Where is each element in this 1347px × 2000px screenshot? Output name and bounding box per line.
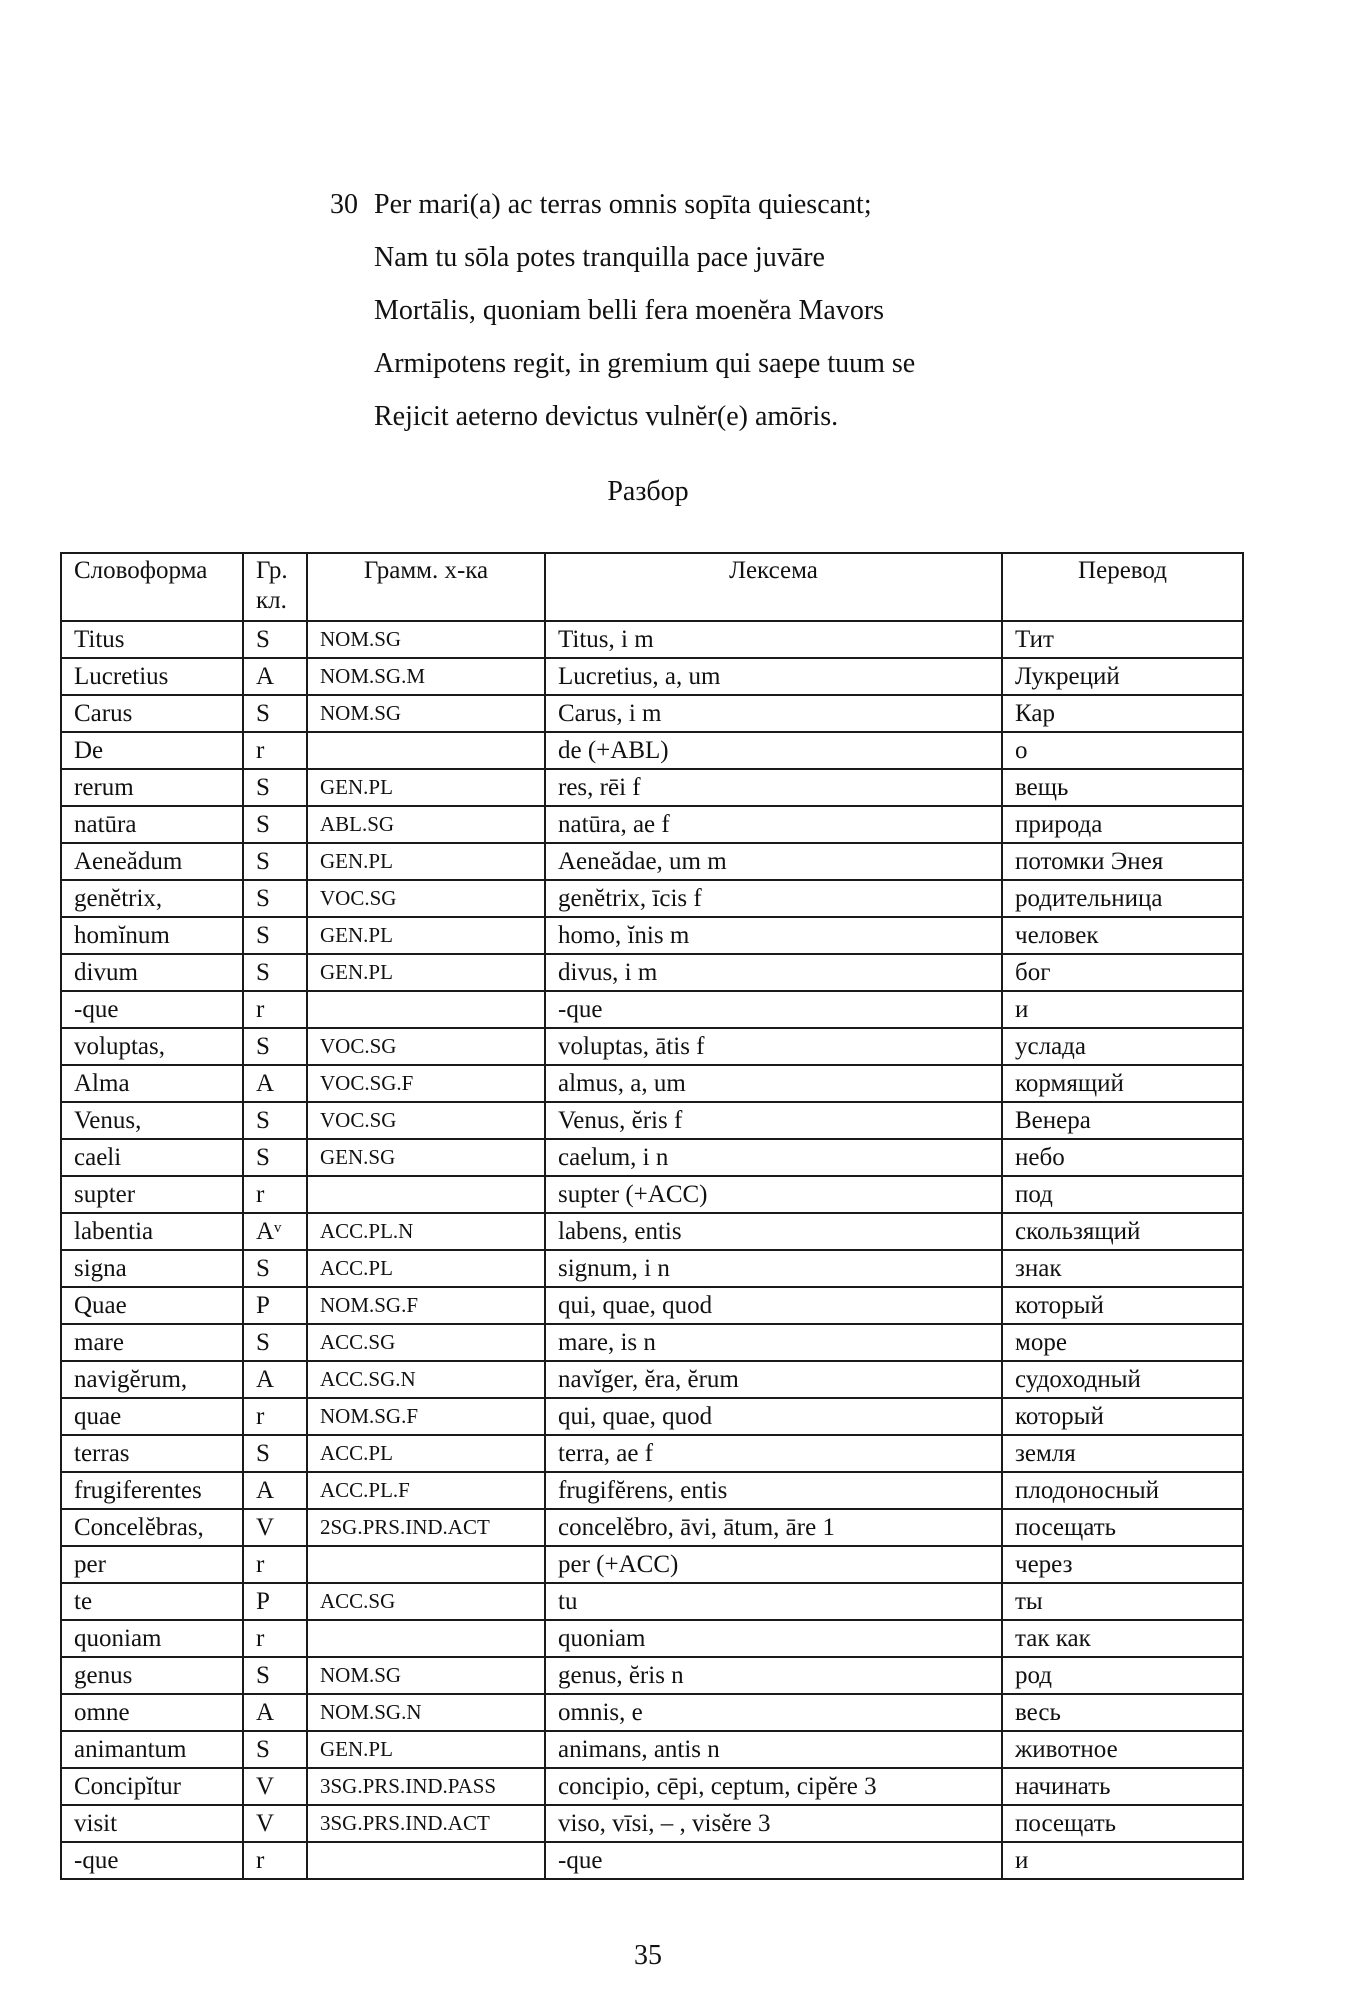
word-class-cell: S: [243, 1102, 307, 1139]
table-row: [61, 1768, 1243, 1805]
lexeme-cell: Venus, ĕris f: [545, 1102, 1002, 1139]
word-class-cell: V: [243, 1509, 307, 1546]
table-row: [61, 1102, 1243, 1139]
wordform-cell: caeli: [61, 1139, 243, 1176]
word-class-cell: r: [243, 1620, 307, 1657]
translation-cell: через: [1002, 1546, 1243, 1583]
table-row: [61, 1509, 1243, 1546]
grammar-cell: ACC.SG: [307, 1324, 545, 1361]
lexeme-cell: qui, quae, quod: [545, 1398, 1002, 1435]
grammar-cell: GEN.PL: [307, 917, 545, 954]
table-row: [61, 1731, 1243, 1768]
translation-cell: и: [1002, 991, 1243, 1028]
word-class-cell: S: [243, 1139, 307, 1176]
wordform-cell: Aeneădum: [61, 843, 243, 880]
poem-line: [330, 284, 915, 337]
lexeme-cell: res, rēi f: [545, 769, 1002, 806]
word-class-cell: P: [243, 1287, 307, 1324]
translation-cell: плодоносный: [1002, 1472, 1243, 1509]
table-row: [61, 1139, 1243, 1176]
lexeme-cell: concelĕbro, āvi, ātum, āre 1: [545, 1509, 1002, 1546]
translation-cell: судоходный: [1002, 1361, 1243, 1398]
word-class-cell: r: [243, 991, 307, 1028]
lexeme-cell: frugifĕrens, entis: [545, 1472, 1002, 1509]
lexeme-cell: Lucretius, a, um: [545, 658, 1002, 695]
lexeme-cell: omnis, e: [545, 1694, 1002, 1731]
wordform-cell: visit: [61, 1805, 243, 1842]
table-row: [61, 1694, 1243, 1731]
table-row: [61, 1435, 1243, 1472]
wordform-cell: Venus,: [61, 1102, 243, 1139]
wordform-cell: -que: [61, 1842, 243, 1879]
grammar-cell: ACC.SG.N: [307, 1361, 545, 1398]
grammar-cell: ACC.PL: [307, 1435, 545, 1472]
table-row: [61, 1842, 1243, 1879]
table-row: [61, 1546, 1243, 1583]
word-class-cell: r: [243, 1398, 307, 1435]
lexeme-cell: concipio, cēpi, ceptum, cipĕre 3: [545, 1768, 1002, 1805]
translation-cell: природа: [1002, 806, 1243, 843]
wordform-cell: animantum: [61, 1731, 243, 1768]
lexeme-cell: voluptas, ātis f: [545, 1028, 1002, 1065]
grammar-cell: [307, 991, 545, 1028]
poem-line-text: Armipotens regit, in gremium qui saepe tuum se: [374, 348, 916, 379]
table-header-row: [61, 553, 1243, 621]
grammar-cell: 2SG.PRS.IND.ACT: [307, 1509, 545, 1546]
translation-cell: посещать: [1002, 1509, 1243, 1546]
grammar-cell: [307, 1176, 545, 1213]
parsing-table: [60, 552, 1244, 1880]
grammar-cell: NOM.SG: [307, 621, 545, 658]
grammar-cell: [307, 732, 545, 769]
word-class-cell: Aᵛ: [243, 1213, 307, 1250]
translation-cell: земля: [1002, 1435, 1243, 1472]
poem-excerpt: [330, 178, 915, 443]
lexeme-cell: homo, ĭnis m: [545, 917, 1002, 954]
word-class-cell: S: [243, 1657, 307, 1694]
grammar-cell: [307, 1842, 545, 1879]
lexeme-cell: -que: [545, 1842, 1002, 1879]
translation-cell: ты: [1002, 1583, 1243, 1620]
poem-line-text: Per mari(a) ac terras omnis sopīta quiescant;: [374, 189, 872, 220]
word-class-cell: S: [243, 621, 307, 658]
wordform-cell: Quae: [61, 1287, 243, 1324]
word-class-cell: S: [243, 1731, 307, 1768]
poem-line: [330, 390, 915, 443]
word-class-cell: S: [243, 1324, 307, 1361]
word-class-cell: A: [243, 1361, 307, 1398]
word-class-cell: A: [243, 1065, 307, 1102]
table-row: [61, 1287, 1243, 1324]
lexeme-cell: qui, quae, quod: [545, 1287, 1002, 1324]
grammar-cell: ACC.SG: [307, 1583, 545, 1620]
table-row: [61, 1657, 1243, 1694]
translation-cell: море: [1002, 1324, 1243, 1361]
translation-cell: вещь: [1002, 769, 1243, 806]
lexeme-cell: almus, a, um: [545, 1065, 1002, 1102]
wordform-cell: natūra: [61, 806, 243, 843]
table-row: [61, 954, 1243, 991]
wordform-cell: voluptas,: [61, 1028, 243, 1065]
lexeme-cell: animans, antis n: [545, 1731, 1002, 1768]
translation-cell: и: [1002, 1842, 1243, 1879]
word-class-cell: A: [243, 658, 307, 695]
translation-cell: род: [1002, 1657, 1243, 1694]
translation-cell: кормящий: [1002, 1065, 1243, 1102]
table-row: [61, 917, 1243, 954]
grammar-cell: ACC.PL.F: [307, 1472, 545, 1509]
lexeme-cell: divus, i m: [545, 954, 1002, 991]
wordform-cell: navigĕrum,: [61, 1361, 243, 1398]
grammar-cell: ABL.SG: [307, 806, 545, 843]
lexeme-cell: quoniam: [545, 1620, 1002, 1657]
word-class-cell: S: [243, 917, 307, 954]
header-word-class: Гр. кл.: [243, 553, 307, 621]
translation-cell: родительница: [1002, 880, 1243, 917]
table-row: [61, 1805, 1243, 1842]
translation-cell: Венера: [1002, 1102, 1243, 1139]
lexeme-cell: Carus, i m: [545, 695, 1002, 732]
translation-cell: под: [1002, 1176, 1243, 1213]
word-class-cell: r: [243, 1176, 307, 1213]
table-row: [61, 1028, 1243, 1065]
header-wordform: Словоформа: [61, 553, 243, 621]
table-row: [61, 1361, 1243, 1398]
grammar-cell: GEN.PL: [307, 769, 545, 806]
word-class-cell: V: [243, 1805, 307, 1842]
header-grammar: Грамм. х-ка: [307, 553, 545, 621]
grammar-cell: NOM.SG.N: [307, 1694, 545, 1731]
word-class-cell: S: [243, 954, 307, 991]
table-row: [61, 991, 1243, 1028]
wordform-cell: De: [61, 732, 243, 769]
wordform-cell: Concelĕbras,: [61, 1509, 243, 1546]
grammar-cell: ACC.PL: [307, 1250, 545, 1287]
grammar-cell: NOM.SG.F: [307, 1287, 545, 1324]
grammar-cell: VOC.SG: [307, 880, 545, 917]
table-row: [61, 769, 1243, 806]
table-row: [61, 1398, 1243, 1435]
translation-cell: начинать: [1002, 1768, 1243, 1805]
table-row: [61, 732, 1243, 769]
header-lexeme: Лексема: [545, 553, 1002, 621]
grammar-cell: GEN.SG: [307, 1139, 545, 1176]
translation-cell: Тит: [1002, 621, 1243, 658]
grammar-cell: [307, 1620, 545, 1657]
translation-cell: Кар: [1002, 695, 1243, 732]
table-row: [61, 1213, 1243, 1250]
grammar-cell: VOC.SG: [307, 1102, 545, 1139]
wordform-cell: mare: [61, 1324, 243, 1361]
poem-line: [330, 337, 915, 390]
table-row: [61, 843, 1243, 880]
wordform-cell: per: [61, 1546, 243, 1583]
lexeme-cell: caelum, i n: [545, 1139, 1002, 1176]
table-row: [61, 806, 1243, 843]
section-heading: Разбор: [607, 476, 689, 507]
grammar-cell: GEN.PL: [307, 1731, 545, 1768]
lexeme-cell: signum, i n: [545, 1250, 1002, 1287]
grammar-cell: ACC.PL.N: [307, 1213, 545, 1250]
wordform-cell: Alma: [61, 1065, 243, 1102]
table-row: [61, 1472, 1243, 1509]
wordform-cell: omne: [61, 1694, 243, 1731]
wordform-cell: signa: [61, 1250, 243, 1287]
lexeme-cell: Titus, i m: [545, 621, 1002, 658]
table-row: [61, 1324, 1243, 1361]
word-class-cell: S: [243, 880, 307, 917]
translation-cell: потомки Энея: [1002, 843, 1243, 880]
translation-cell: скользящий: [1002, 1213, 1243, 1250]
table-row: [61, 1250, 1243, 1287]
translation-cell: о: [1002, 732, 1243, 769]
grammar-cell: GEN.PL: [307, 954, 545, 991]
grammar-cell: GEN.PL: [307, 843, 545, 880]
poem-line-text: Nam tu sōla potes tranquilla pace juvāre: [374, 242, 825, 273]
grammar-cell: [307, 1546, 545, 1583]
grammar-cell: NOM.SG: [307, 695, 545, 732]
wordform-cell: frugiferentes: [61, 1472, 243, 1509]
word-class-cell: S: [243, 843, 307, 880]
grammar-cell: VOC.SG: [307, 1028, 545, 1065]
table-row: [61, 1065, 1243, 1102]
wordform-cell: terras: [61, 1435, 243, 1472]
word-class-cell: S: [243, 806, 307, 843]
wordform-cell: genĕtrix,: [61, 880, 243, 917]
lexeme-cell: -que: [545, 991, 1002, 1028]
word-class-cell: S: [243, 1028, 307, 1065]
wordform-cell: te: [61, 1583, 243, 1620]
translation-cell: так как: [1002, 1620, 1243, 1657]
wordform-cell: quoniam: [61, 1620, 243, 1657]
word-class-cell: r: [243, 732, 307, 769]
word-class-cell: S: [243, 769, 307, 806]
word-class-cell: P: [243, 1583, 307, 1620]
grammar-cell: VOC.SG.F: [307, 1065, 545, 1102]
table-row: [61, 1620, 1243, 1657]
grammar-cell: NOM.SG: [307, 1657, 545, 1694]
table-row: [61, 695, 1243, 732]
translation-cell: услада: [1002, 1028, 1243, 1065]
word-class-cell: A: [243, 1472, 307, 1509]
grammar-cell: NOM.SG.F: [307, 1398, 545, 1435]
wordform-cell: Concipĭtur: [61, 1768, 243, 1805]
word-class-cell: A: [243, 1694, 307, 1731]
poem-line-text: Rejicit aeterno devictus vulnĕr(e) amōris.: [374, 401, 839, 432]
wordform-cell: divum: [61, 954, 243, 991]
word-class-cell: r: [243, 1842, 307, 1879]
lexeme-cell: mare, is n: [545, 1324, 1002, 1361]
poem-line-text: Mortālis, quoniam belli fera moenĕra Mavors: [374, 295, 885, 326]
grammar-cell: NOM.SG.M: [307, 658, 545, 695]
word-class-cell: S: [243, 1250, 307, 1287]
page-number: 35: [634, 1940, 662, 1971]
lexeme-cell: Aeneădae, um m: [545, 843, 1002, 880]
lexeme-cell: per (+ACC): [545, 1546, 1002, 1583]
wordform-cell: quae: [61, 1398, 243, 1435]
translation-cell: бог: [1002, 954, 1243, 991]
table-row: [61, 880, 1243, 917]
lexeme-cell: navĭger, ĕra, ĕrum: [545, 1361, 1002, 1398]
wordform-cell: homĭnum: [61, 917, 243, 954]
translation-cell: который: [1002, 1398, 1243, 1435]
table-row: [61, 621, 1243, 658]
table-row: [61, 1176, 1243, 1213]
wordform-cell: labentia: [61, 1213, 243, 1250]
word-class-cell: S: [243, 1435, 307, 1472]
wordform-cell: genus: [61, 1657, 243, 1694]
translation-cell: небо: [1002, 1139, 1243, 1176]
lexeme-cell: labens, entis: [545, 1213, 1002, 1250]
lexeme-cell: de (+ABL): [545, 732, 1002, 769]
translation-cell: весь: [1002, 1694, 1243, 1731]
translation-cell: человек: [1002, 917, 1243, 954]
table-row: [61, 1583, 1243, 1620]
lexeme-cell: natūra, ae f: [545, 806, 1002, 843]
wordform-cell: Titus: [61, 621, 243, 658]
grammar-cell: 3SG.PRS.IND.PASS: [307, 1768, 545, 1805]
header-translation: Перевод: [1002, 553, 1243, 621]
lexeme-cell: viso, vīsi, – , visĕre 3: [545, 1805, 1002, 1842]
translation-cell: Лукреций: [1002, 658, 1243, 695]
word-class-cell: S: [243, 695, 307, 732]
line-number: 30: [330, 189, 358, 220]
wordform-cell: supter: [61, 1176, 243, 1213]
lexeme-cell: genĕtrix, īcis f: [545, 880, 1002, 917]
word-class-cell: r: [243, 1546, 307, 1583]
translation-cell: который: [1002, 1287, 1243, 1324]
lexeme-cell: terra, ae f: [545, 1435, 1002, 1472]
word-class-cell: V: [243, 1768, 307, 1805]
lexeme-cell: genus, ĕris n: [545, 1657, 1002, 1694]
translation-cell: животное: [1002, 1731, 1243, 1768]
lexeme-cell: tu: [545, 1583, 1002, 1620]
table-row: [61, 658, 1243, 695]
wordform-cell: Lucretius: [61, 658, 243, 695]
wordform-cell: -que: [61, 991, 243, 1028]
poem-line: [330, 178, 915, 231]
lexeme-cell: supter (+ACC): [545, 1176, 1002, 1213]
translation-cell: знак: [1002, 1250, 1243, 1287]
grammar-cell: 3SG.PRS.IND.ACT: [307, 1805, 545, 1842]
wordform-cell: Carus: [61, 695, 243, 732]
wordform-cell: rerum: [61, 769, 243, 806]
poem-line: [330, 231, 915, 284]
translation-cell: посещать: [1002, 1805, 1243, 1842]
